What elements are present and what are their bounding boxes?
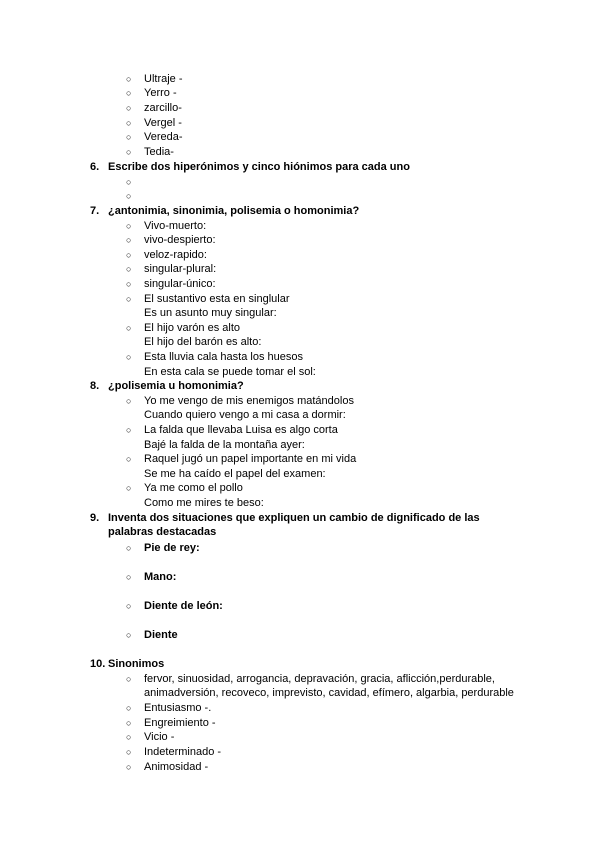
bullet-icon	[126, 145, 136, 159]
list-item: El hijo varón es alto	[144, 322, 240, 334]
list-item: Vergel -	[144, 117, 182, 129]
list-item: El sustantivo esta en singlular	[144, 293, 290, 305]
bullet-icon	[126, 189, 136, 203]
list-item-continuation: El hijo del barón es alto:	[144, 336, 262, 348]
question-title: Sinonimos	[108, 658, 165, 670]
bullet-icon	[126, 262, 136, 276]
bullet-icon	[126, 219, 136, 233]
bullet-icon	[126, 116, 136, 130]
list-item: La falda que llevaba Luisa es algo corta	[144, 424, 338, 436]
list-item: Mano:	[144, 571, 177, 583]
list-item: Vicio -	[144, 731, 175, 743]
list-item: Esta lluvia cala hasta los huesos	[144, 351, 303, 363]
list-item: Tedia-	[144, 146, 174, 158]
bullet-icon	[126, 628, 136, 642]
list-item: Pie de rey:	[144, 542, 200, 554]
list-item: Engreimiento -	[144, 717, 216, 729]
bullet-icon	[126, 716, 136, 730]
list-item: singular-plural:	[144, 263, 217, 275]
bullet-icon	[126, 248, 136, 262]
list-item: Yo me vengo de mis enemigos matándolos	[144, 395, 354, 407]
bullet-icon	[126, 86, 136, 100]
bullet-icon	[126, 745, 136, 759]
list-item: singular-único:	[144, 278, 216, 290]
question-title: ¿polisemia u homonimia?	[108, 380, 244, 392]
list-item-continuation: Cuando quiero vengo a mi casa a dormir:	[144, 409, 346, 421]
question-title: Inventa dos situaciones que expliquen un cambio de dignificado de las	[108, 512, 480, 524]
list-item: veloz-rapido:	[144, 249, 207, 261]
list-item: Ya me como el pollo	[144, 482, 243, 494]
list-item-continuation: Es un asunto muy singular:	[144, 307, 277, 319]
bullet-icon	[126, 321, 136, 335]
question-title: Escribe dos hiperónimos y cinco hiónimos para cada uno	[108, 161, 410, 173]
bullet-icon	[126, 101, 136, 115]
bullet-icon	[126, 760, 136, 774]
question-title: ¿antonimia, sinonimia, polisemia o homonimia?	[108, 205, 360, 217]
bullet-icon	[126, 423, 136, 437]
bullet-icon	[126, 541, 136, 555]
bullet-icon	[126, 72, 136, 86]
list-item: Diente de león:	[144, 600, 223, 612]
list-item: Vereda-	[144, 131, 183, 143]
bullet-icon	[126, 672, 136, 686]
list-item: fervor, sinuosidad, arrogancia, depravación, gracia, aflicción,perdurable,	[144, 673, 495, 685]
bullet-icon	[126, 481, 136, 495]
list-item-continuation: Se me ha caído el papel del examen:	[144, 468, 326, 480]
bullet-icon	[126, 701, 136, 715]
list-item-continuation: En esta cala se puede tomar el sol:	[144, 366, 316, 378]
question-number: 7.	[90, 205, 100, 217]
list-item: vivo-despierto:	[144, 234, 216, 246]
list-item-continuation: animadversión, recoveco, imprevisto, cavidad, efímero, algarbia, perdurable	[144, 687, 514, 699]
question-title-continuation: palabras destacadas	[108, 526, 217, 538]
list-item: Indeterminado -	[144, 746, 222, 758]
list-item-continuation: Como me mires te beso:	[144, 497, 264, 509]
list-item: Diente	[144, 629, 178, 641]
list-item: Vivo-muerto:	[144, 220, 207, 232]
bullet-icon	[126, 175, 136, 189]
bullet-icon	[126, 452, 136, 466]
bullet-icon	[126, 292, 136, 306]
bullet-icon	[126, 233, 136, 247]
question-number: 6.	[90, 161, 100, 173]
bullet-icon	[126, 570, 136, 584]
question-number: 8.	[90, 380, 100, 392]
list-item: Animosidad -	[144, 761, 209, 773]
bullet-icon	[126, 130, 136, 144]
list-item: zarcillo-	[144, 102, 182, 114]
question-number: 9.	[90, 512, 100, 524]
bullet-icon	[126, 277, 136, 291]
bullet-icon	[126, 599, 136, 613]
list-item: Ultraje -	[144, 73, 183, 85]
list-item: Entusiasmo -.	[144, 702, 212, 714]
list-item: Raquel jugó un papel importante en mi vida	[144, 453, 357, 465]
bullet-icon	[126, 394, 136, 408]
question-number: 10.	[90, 658, 106, 670]
bullet-icon	[126, 350, 136, 364]
bullet-icon	[126, 730, 136, 744]
list-item: Yerro -	[144, 87, 177, 99]
list-item-continuation: Bajé la falda de la montaña ayer:	[144, 439, 305, 451]
